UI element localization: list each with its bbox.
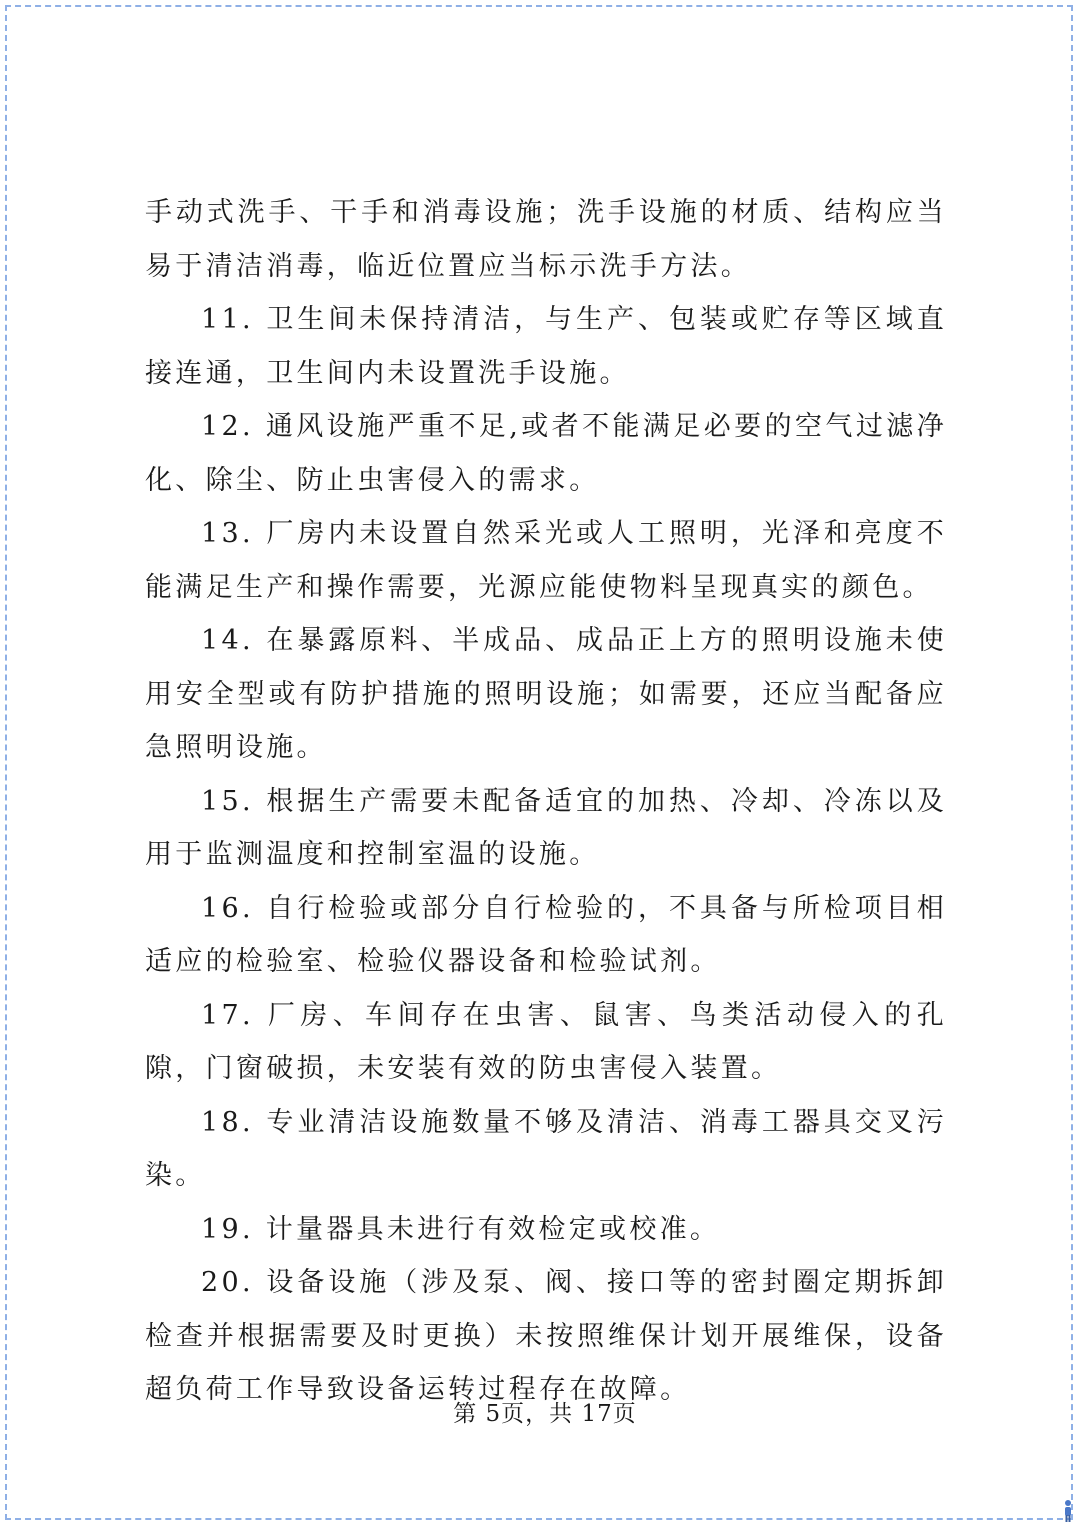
person-icon bbox=[1062, 1499, 1074, 1523]
document-body bbox=[145, 186, 947, 1417]
page-number-footer: 第 5页，共 17页 bbox=[453, 1401, 637, 1427]
paragraph-item-18: 18. 专业清洁设施数量不够及清洁、消毒工器具交叉污染。 bbox=[145, 1106, 947, 1191]
paragraph-item-12: 12. 通风设施严重不足,或者不能满足必要的空气过滤净 化、除尘、防止虫害侵入的需求。 bbox=[145, 411, 947, 496]
paragraph-item-11: 11. 卫生间未保持清洁，与生产、包装或贮存等区域直接连通，卫生间内未设置洗手设施。 bbox=[145, 304, 947, 389]
paragraph-item-15: 15. 根据生产需要未配备适宜的加热、冷却、冷冻以及用于监测温度和控制室温的设施。 bbox=[145, 785, 947, 870]
paragraph-item-14: 14. 在暴露原料、半成品、成品正上方的照明设施未使用安全型或有防护措施的照明设施；如需要，还应当配备应急照明设施。 bbox=[145, 625, 947, 763]
paragraph-continuation: 手动式洗手、干手和消毒设施；洗手设施的材质、结构应当易于清洁消毒，临近位置应当标示洗手方法。 bbox=[145, 197, 947, 282]
paragraph-item-19: 19. 计量器具未进行有效检定或校准。 bbox=[201, 1213, 721, 1245]
paragraph-item-17: 17. 厂房、车间存在虫害、鼠害、鸟类活动侵入的孔隙，门窗破损，未安装有效的防虫害侵入装置。 bbox=[145, 999, 947, 1084]
paragraph-item-13: 13. 厂房内未设置自然采光或人工照明，光泽和亮度不能满足生产和操作需要，光源应能使物料呈现真实的颜色。 bbox=[145, 518, 947, 603]
paragraph-item-20: 20. 设备设施（涉及泵、阀、接口等的密封圈定期拆卸检查并根据需要及时更换）未按照维保计划开展维保，设备超负荷工作导致设备运转过程存在故障。 bbox=[145, 1267, 947, 1405]
paragraph-item-16: 16. 自行检验或部分自行检验的，不具备与所检项目相适应的检验室、检验仪器设备和检验试剂。 bbox=[145, 892, 947, 977]
